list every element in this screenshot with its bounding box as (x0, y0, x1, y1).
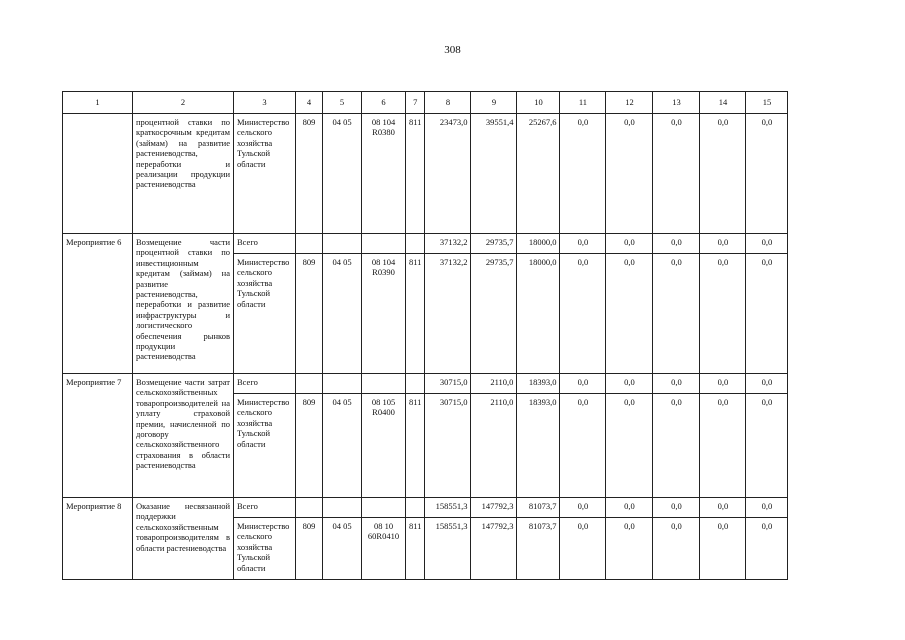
value-cell: 0,0 (560, 518, 606, 580)
value-cell: 0,0 (700, 114, 746, 234)
table-row (63, 114, 788, 234)
value-cell: 0,0 (560, 374, 606, 394)
value-cell: 30715,0 (425, 374, 471, 394)
value-cell: 0,0 (700, 394, 746, 498)
value-cell: 0,0 (606, 114, 653, 234)
value-cell: 0,0 (700, 254, 746, 374)
value-cell: 0,0 (560, 498, 606, 518)
event-name: Мероприятие 7 (63, 374, 133, 498)
empty-cell (362, 234, 406, 254)
grbs-cell: 809 (296, 114, 323, 234)
total-label: Всего (234, 498, 296, 518)
header-cell: 8 (425, 92, 471, 114)
empty-cell (296, 234, 323, 254)
header-cell: 4 (296, 92, 323, 114)
value-cell: 0,0 (746, 114, 788, 234)
value-cell: 147792,3 (471, 518, 517, 580)
rzpr-cell: 04 05 (323, 114, 362, 234)
value-cell: 0,0 (700, 518, 746, 580)
event-description: Возмещение части процентной ставки по инвестиционным кредитам (займам) на развитие растениеводства, переработки и развитие инфраструктуры и логистического обеспечения рынков продукции растениеводства (133, 234, 234, 374)
header-cell: 5 (323, 92, 362, 114)
empty-cell (323, 234, 362, 254)
value-cell: 0,0 (746, 374, 788, 394)
table-row (63, 374, 788, 394)
header-row (63, 92, 788, 114)
org-cell: Министерство сельского хозяйства Тульской области (234, 254, 296, 374)
vr-cell: 811 (406, 394, 425, 498)
rzpr-cell: 04 05 (323, 518, 362, 580)
value-cell: 29735,7 (471, 234, 517, 254)
value-cell: 39551,4 (471, 114, 517, 234)
value-cell: 0,0 (653, 498, 700, 518)
event-description: процентной ставки по краткосрочным кредитам (займам) на развитие растениеводства, переработки и реализации продукции растениеводства (133, 114, 234, 234)
header-cell: 9 (471, 92, 517, 114)
value-cell: 0,0 (606, 234, 653, 254)
header-cell: 3 (234, 92, 296, 114)
value-cell: 81073,7 (517, 518, 560, 580)
value-cell: 0,0 (746, 394, 788, 498)
value-cell: 37132,2 (425, 234, 471, 254)
value-cell: 0,0 (606, 498, 653, 518)
value-cell: 25267,6 (517, 114, 560, 234)
value-cell: 0,0 (700, 498, 746, 518)
empty-cell (406, 498, 425, 518)
value-cell: 81073,7 (517, 498, 560, 518)
empty-cell (323, 374, 362, 394)
value-cell: 0,0 (653, 254, 700, 374)
empty-cell (296, 374, 323, 394)
value-cell: 37132,2 (425, 254, 471, 374)
event-name: Мероприятие 6 (63, 234, 133, 374)
value-cell: 0,0 (746, 254, 788, 374)
empty-cell (296, 498, 323, 518)
value-cell: 0,0 (700, 374, 746, 394)
rzpr-cell: 04 05 (323, 254, 362, 374)
header-cell: 11 (560, 92, 606, 114)
value-cell: 0,0 (560, 254, 606, 374)
value-cell: 30715,0 (425, 394, 471, 498)
org-cell: Министерство сельского хозяйства Тульской области (234, 518, 296, 580)
org-cell: Министерство сельского хозяйства Тульской области (234, 394, 296, 498)
csr-cell: 08 105 R0400 (362, 394, 406, 498)
value-cell: 158551,3 (425, 498, 471, 518)
header-cell: 2 (133, 92, 234, 114)
value-cell: 0,0 (606, 518, 653, 580)
value-cell: 18393,0 (517, 374, 560, 394)
header-cell: 13 (653, 92, 700, 114)
header-cell: 7 (406, 92, 425, 114)
empty-cell (362, 374, 406, 394)
csr-cell: 08 104 R0390 (362, 254, 406, 374)
value-cell: 18000,0 (517, 254, 560, 374)
value-cell: 0,0 (606, 374, 653, 394)
table-row (63, 498, 788, 518)
vr-cell: 811 (406, 518, 425, 580)
value-cell: 2110,0 (471, 394, 517, 498)
header-cell: 1 (63, 92, 133, 114)
total-label: Всего (234, 234, 296, 254)
value-cell: 0,0 (560, 234, 606, 254)
header-cell: 10 (517, 92, 560, 114)
value-cell: 0,0 (653, 518, 700, 580)
empty-cell (406, 234, 425, 254)
value-cell: 2110,0 (471, 374, 517, 394)
value-cell: 0,0 (746, 518, 788, 580)
header-cell: 12 (606, 92, 653, 114)
value-cell: 0,0 (746, 234, 788, 254)
grbs-cell: 809 (296, 518, 323, 580)
value-cell: 0,0 (653, 394, 700, 498)
value-cell: 18393,0 (517, 394, 560, 498)
value-cell: 0,0 (606, 254, 653, 374)
budget-table (62, 91, 788, 580)
header-cell: 14 (700, 92, 746, 114)
value-cell: 23473,0 (425, 114, 471, 234)
value-cell: 0,0 (560, 114, 606, 234)
total-label: Всего (234, 374, 296, 394)
empty-cell (323, 498, 362, 518)
event-name-cell (63, 114, 133, 234)
value-cell: 0,0 (606, 394, 653, 498)
event-description: Возмещение части затрат сельскохозяйственных товаропроизводителей на уплату страховой премии, начисленной по договору сельскохозяйственного страхования в области растениеводства (133, 374, 234, 498)
grbs-cell: 809 (296, 254, 323, 374)
header-cell: 15 (746, 92, 788, 114)
value-cell: 0,0 (746, 498, 788, 518)
value-cell: 0,0 (653, 234, 700, 254)
value-cell: 0,0 (700, 234, 746, 254)
value-cell: 0,0 (653, 374, 700, 394)
vr-cell: 811 (406, 254, 425, 374)
page-number: 308 (444, 44, 461, 56)
event-name: Мероприятие 8 (63, 498, 133, 580)
value-cell: 158551,3 (425, 518, 471, 580)
header-cell: 6 (362, 92, 406, 114)
org-cell: Министерство сельского хозяйства Тульской области (234, 114, 296, 234)
value-cell: 29735,7 (471, 254, 517, 374)
value-cell: 147792,3 (471, 498, 517, 518)
csr-cell: 08 10 60R0410 (362, 518, 406, 580)
grbs-cell: 809 (296, 394, 323, 498)
vr-cell: 811 (406, 114, 425, 234)
value-cell: 0,0 (560, 394, 606, 498)
value-cell: 0,0 (653, 114, 700, 234)
table-row (63, 234, 788, 254)
rzpr-cell: 04 05 (323, 394, 362, 498)
empty-cell (362, 498, 406, 518)
csr-cell: 08 104 R0380 (362, 114, 406, 234)
event-description: Оказание несвязанной поддержки сельскохозяйственным товаропроизводителям в области растениеводства (133, 498, 234, 580)
value-cell: 18000,0 (517, 234, 560, 254)
empty-cell (406, 374, 425, 394)
